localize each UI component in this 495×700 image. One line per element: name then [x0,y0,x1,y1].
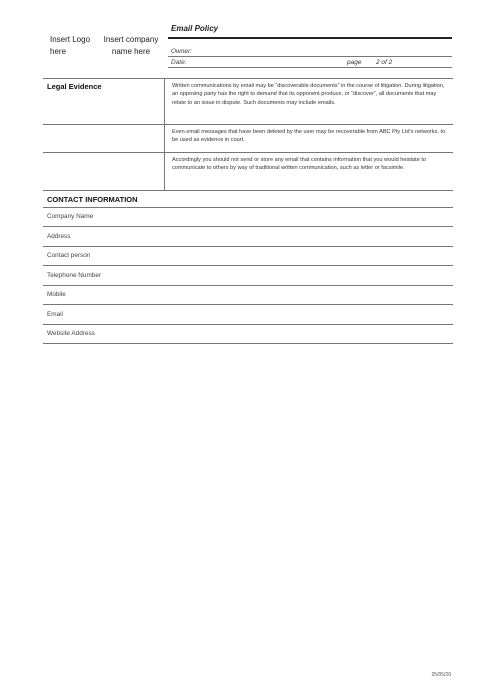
owner-rule [168,56,452,57]
date-rule [168,67,452,68]
contact-rule [43,304,453,305]
page-number: 2 of 2 [376,59,393,66]
logo-placeholder: Insert Logo here [50,35,91,56]
contact-heading: CONTACT INFORMATION [47,195,138,204]
table-rule [43,190,453,191]
table-divider [164,78,165,190]
table-rule [43,152,453,153]
legal-paragraph: Written communications by email may be “discoverable documents” in the course of litigation. During litigation, an opposing party has the right to demand that its opponent produce, or “discover”, all documents that may relate to an issue in dispute. Such documents may include emails. [172,83,445,106]
date-label: Date: [171,59,187,66]
owner-label: Owner: [171,48,192,55]
contact-rule [43,265,453,266]
contact-rule [43,207,453,208]
contact-rule [43,343,453,344]
field-company-name: Company Name [47,213,94,220]
page-label: page [347,59,362,66]
field-contact-person: Contact person [47,252,91,259]
document-title: Email Policy [171,24,219,33]
contact-rule [43,324,453,325]
table-rule [43,124,453,125]
contact-rule [43,226,453,227]
table-rule [43,78,453,79]
contact-rule [43,285,453,286]
company-name-placeholder: Insert company name here [103,35,159,56]
field-telephone: Telephone Number [47,272,101,279]
footer-date: 25/05/20 [431,672,451,678]
field-mobile: Mobile [47,291,66,298]
field-website: Website Address [47,330,95,337]
contact-rule [43,246,453,247]
field-email: Email [47,311,63,318]
header-rule [168,37,452,39]
field-address: Address [47,233,71,240]
legal-paragraph: Even email messages that have been deleted by the user may be recoverable from ABC Pty Ltd’s networks, to be used as evidence in court. [172,129,446,144]
legal-paragraph: Accordingly you should not send or store any email that contains information that you would hesitate to communicate to others by way of traditional written communication, such as letter or facsimile. [172,157,427,172]
legal-evidence-heading: Legal Evidence [47,82,102,91]
